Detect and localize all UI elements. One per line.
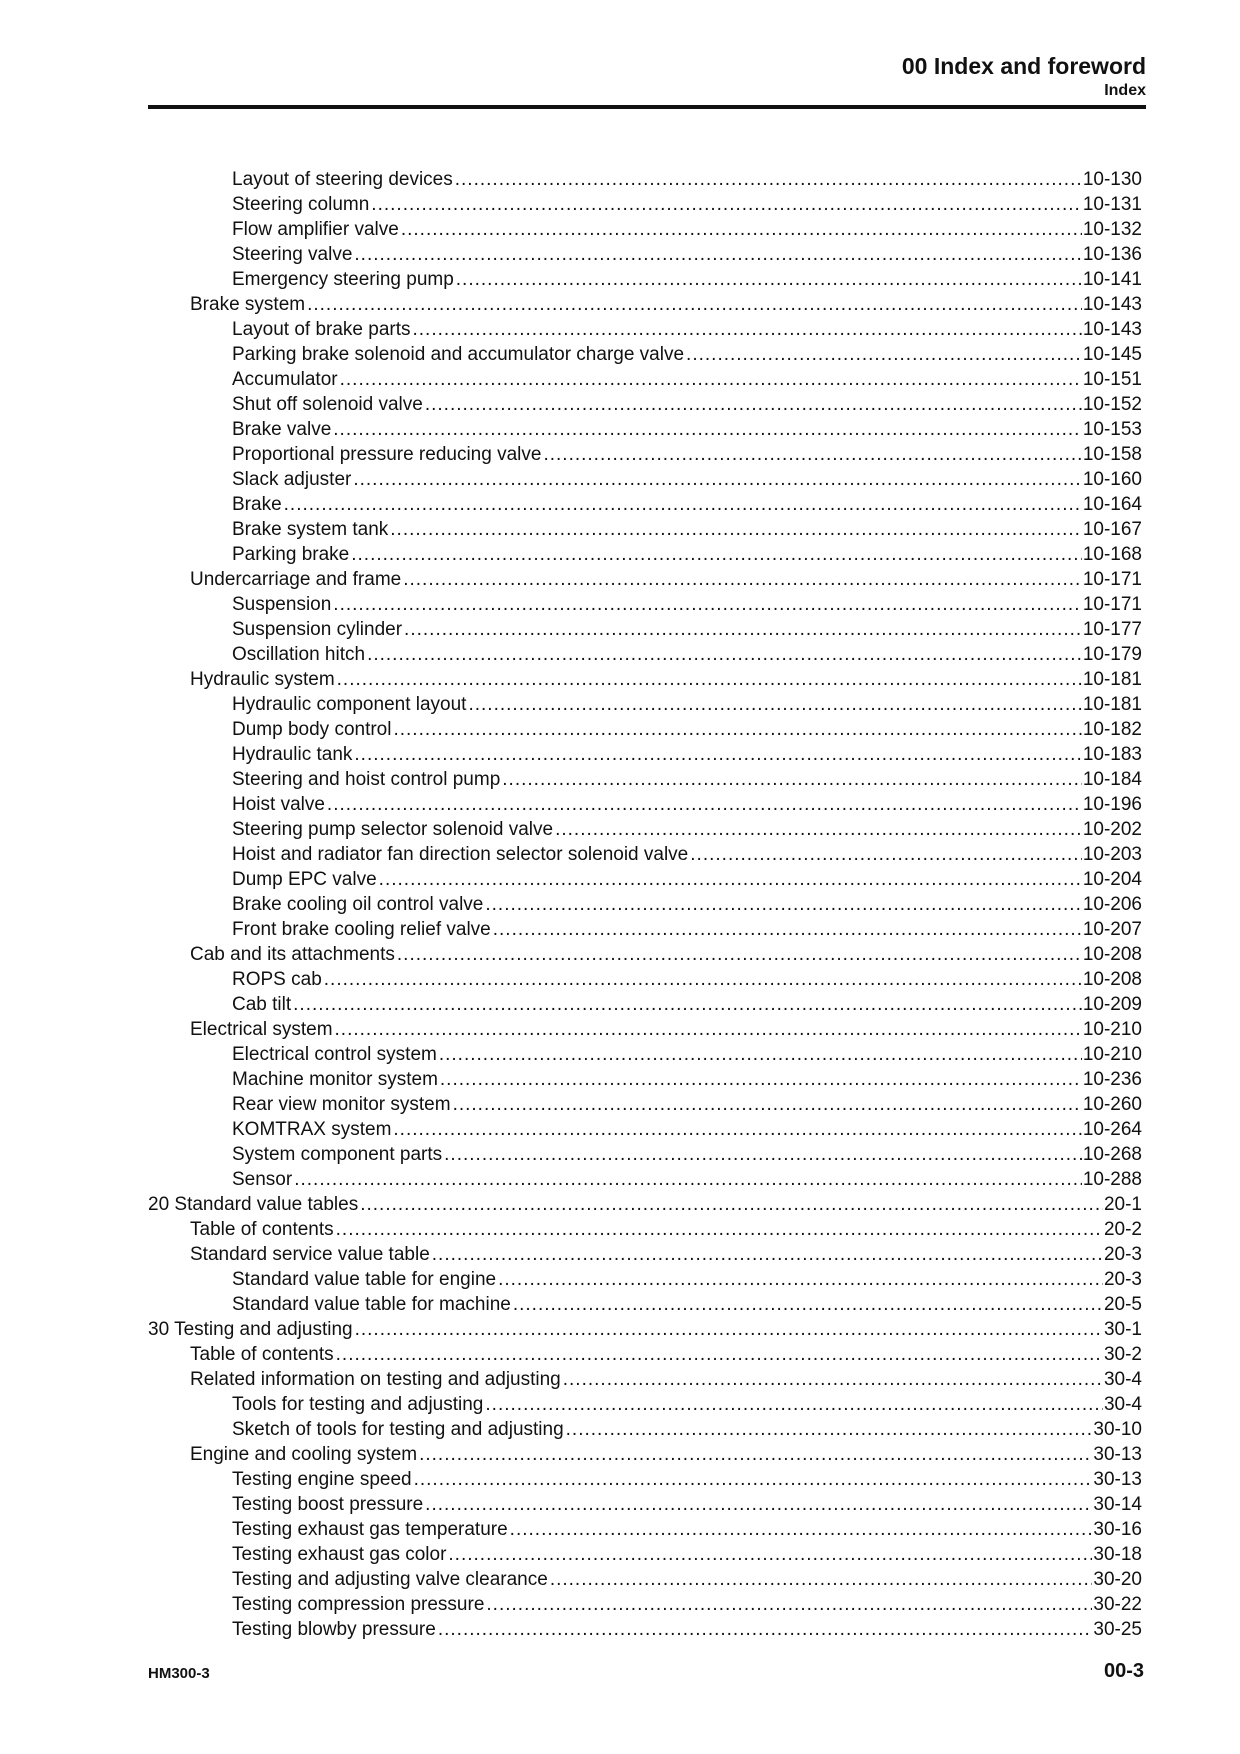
toc-entry-page: 10-132 (1082, 219, 1142, 240)
toc-dot-leader (393, 1117, 1081, 1142)
toc-dot-leader (425, 1492, 1092, 1517)
toc-dot-leader (393, 717, 1081, 742)
toc-entry-page: 10-143 (1082, 294, 1142, 315)
toc-entry-page: 10-268 (1082, 1144, 1142, 1165)
toc-entry[interactable] (148, 1142, 1142, 1167)
toc-entry[interactable] (148, 167, 1142, 192)
toc-dot-leader (566, 1417, 1093, 1442)
toc-entry-page: 10-151 (1082, 369, 1142, 390)
toc-dot-leader (354, 242, 1081, 267)
toc-entry-title: Front brake cooling relief valve (232, 919, 491, 940)
toc-dot-leader (468, 692, 1081, 717)
toc-entry-page: 10-208 (1082, 944, 1142, 965)
toc-entry[interactable] (148, 1292, 1142, 1317)
toc-entry[interactable] (148, 742, 1142, 767)
toc-entry-page: 30-2 (1103, 1344, 1142, 1365)
toc-entry-title: Testing boost pressure (232, 1494, 424, 1515)
toc-entry-title: 20 Standard value tables (148, 1194, 359, 1215)
toc-dot-leader (425, 392, 1082, 417)
toc-entry-title: Cab and its attachments (190, 944, 395, 965)
toc-entry-title: Table of contents (190, 1219, 334, 1240)
toc-dot-leader (448, 1542, 1092, 1567)
toc-entry-title: Engine and cooling system (190, 1444, 418, 1465)
toc-entry[interactable] (148, 392, 1142, 417)
toc-entry-title: Testing exhaust gas temperature (232, 1519, 508, 1540)
toc-entry[interactable] (148, 1192, 1142, 1217)
toc-entry-page: 10-131 (1082, 194, 1142, 215)
toc-entry[interactable] (148, 417, 1142, 442)
toc-entry-title: Steering and hoist control pump (232, 769, 501, 790)
toc-entry[interactable] (148, 642, 1142, 667)
toc-entry-title: Electrical system (190, 1019, 333, 1040)
toc-entry-title: Oscillation hitch (232, 644, 366, 665)
toc-dot-leader (360, 1192, 1103, 1217)
toc-entry-page: 20-2 (1103, 1219, 1142, 1240)
toc-dot-leader (353, 467, 1081, 492)
toc-entry[interactable] (148, 717, 1142, 742)
toc-entry[interactable] (148, 267, 1142, 292)
toc-entry[interactable] (148, 842, 1142, 867)
toc-entry-title: Cab tilt (232, 994, 292, 1015)
toc-entry-page: 10-143 (1082, 319, 1142, 340)
toc-dot-leader (419, 1442, 1092, 1467)
toc-entry-title: Hydraulic tank (232, 744, 353, 765)
toc-dot-leader (493, 917, 1082, 942)
toc-entry[interactable] (148, 692, 1142, 717)
toc-entry-title: Testing engine speed (232, 1469, 412, 1490)
toc-entry[interactable] (148, 1242, 1142, 1267)
toc-entry-title: Standard service value table (190, 1244, 430, 1265)
toc-dot-leader (355, 1317, 1103, 1342)
toc-entry-title: Proportional pressure reducing valve (232, 444, 542, 465)
toc-entry[interactable] (148, 1317, 1142, 1342)
toc-entry[interactable] (148, 1617, 1142, 1642)
toc-dot-leader (440, 1067, 1082, 1092)
toc-entry-page: 10-236 (1082, 1069, 1142, 1090)
toc-entry-title: Flow amplifier valve (232, 219, 399, 240)
toc-entry[interactable] (148, 492, 1142, 517)
toc-entry-title: Hydraulic component layout (232, 694, 467, 715)
toc-entry[interactable] (148, 817, 1142, 842)
toc-entry-page: 10-204 (1082, 869, 1142, 890)
toc-dot-leader (486, 1592, 1092, 1617)
toc-entry-title: Machine monitor system (232, 1069, 438, 1090)
toc-entry-title: Accumulator (232, 369, 338, 390)
footer-model: HM300-3 (148, 1665, 210, 1682)
toc-entry[interactable] (148, 592, 1142, 617)
toc-dot-leader (456, 267, 1082, 292)
table-of-contents (148, 167, 1142, 1642)
toc-entry-title: Testing compression pressure (232, 1594, 485, 1615)
toc-entry[interactable] (148, 1567, 1142, 1592)
toc-dot-leader (333, 417, 1082, 442)
toc-entry-page: 10-210 (1082, 1019, 1142, 1040)
toc-entry[interactable] (148, 792, 1142, 817)
toc-entry-title: Emergency steering pump (232, 269, 454, 290)
toc-entry-title: Brake (232, 494, 282, 515)
footer-page-number: 00-3 (1103, 1660, 1144, 1682)
toc-entry-title: Table of contents (190, 1344, 334, 1365)
toc-entry-page: 30-25 (1093, 1619, 1142, 1640)
toc-dot-leader (324, 967, 1082, 992)
toc-dot-leader (401, 217, 1082, 242)
toc-entry-page: 10-141 (1082, 269, 1142, 290)
toc-entry-page: 30-4 (1103, 1369, 1142, 1390)
toc-entry-page: 30-16 (1093, 1519, 1142, 1540)
toc-entry[interactable] (148, 1417, 1142, 1442)
toc-entry-page: 30-18 (1093, 1544, 1142, 1565)
toc-dot-leader (502, 767, 1082, 792)
toc-dot-leader (550, 1567, 1093, 1592)
toc-entry-title: KOMTRAX system (232, 1119, 392, 1140)
toc-entry[interactable] (148, 1442, 1142, 1467)
toc-entry-page: 10-153 (1082, 419, 1142, 440)
toc-entry-page: 10-208 (1082, 969, 1142, 990)
toc-entry-page: 10-264 (1082, 1119, 1142, 1140)
toc-dot-leader (367, 642, 1082, 667)
toc-entry[interactable] (148, 217, 1142, 242)
toc-entry-page: 10-171 (1082, 569, 1142, 590)
toc-entry-title: Standard value table for machine (232, 1294, 511, 1315)
toc-dot-leader (413, 317, 1082, 342)
toc-entry-title: Sketch of tools for testing and adjusting (232, 1419, 564, 1440)
toc-dot-leader (513, 1292, 1103, 1317)
toc-entry-page: 10-181 (1082, 669, 1142, 690)
toc-entry-page: 30-10 (1093, 1419, 1142, 1440)
toc-dot-leader (335, 1017, 1082, 1042)
toc-entry-title: Hydraulic system (190, 669, 335, 690)
toc-entry-page: 10-145 (1082, 344, 1142, 365)
toc-entry-page: 10-203 (1082, 844, 1142, 865)
toc-entry[interactable] (148, 517, 1142, 542)
toc-dot-leader (404, 617, 1082, 642)
toc-entry-title: Dump EPC valve (232, 869, 377, 890)
toc-entry[interactable] (148, 1467, 1142, 1492)
toc-entry-page: 10-171 (1082, 594, 1142, 615)
toc-entry[interactable] (148, 667, 1142, 692)
toc-entry[interactable] (148, 1267, 1142, 1292)
toc-entry-page: 10-167 (1082, 519, 1142, 540)
toc-entry[interactable] (148, 1067, 1142, 1092)
section-title: 00 Index and foreword (901, 53, 1146, 79)
toc-entry-title: Dump body control (232, 719, 392, 740)
toc-dot-leader (371, 192, 1082, 217)
toc-dot-leader (485, 1392, 1103, 1417)
toc-entry-title: Testing exhaust gas color (232, 1544, 447, 1565)
toc-entry-title: Parking brake (232, 544, 350, 565)
toc-dot-leader (337, 667, 1082, 692)
toc-entry-title: System component parts (232, 1144, 443, 1165)
toc-dot-leader (307, 292, 1082, 317)
toc-entry[interactable] (148, 1367, 1142, 1392)
toc-entry[interactable] (148, 1167, 1142, 1192)
toc-dot-leader (403, 567, 1082, 592)
toc-entry[interactable] (148, 1017, 1142, 1042)
toc-dot-leader (294, 1167, 1082, 1192)
toc-entry[interactable] (148, 1517, 1142, 1542)
toc-dot-leader (340, 367, 1082, 392)
toc-entry-page: 30-13 (1093, 1444, 1142, 1465)
toc-entry[interactable] (148, 942, 1142, 967)
toc-entry[interactable] (148, 1217, 1142, 1242)
toc-entry-title: Slack adjuster (232, 469, 352, 490)
toc-dot-leader (438, 1617, 1093, 1642)
toc-dot-leader (379, 867, 1082, 892)
toc-dot-leader (455, 167, 1082, 192)
toc-entry-title: Steering valve (232, 244, 353, 265)
toc-entry-title: Suspension cylinder (232, 619, 403, 640)
toc-entry[interactable] (148, 1092, 1142, 1117)
toc-entry-title: 30 Testing and adjusting (148, 1319, 353, 1340)
toc-entry-page: 30-13 (1093, 1469, 1142, 1490)
toc-entry[interactable] (148, 1592, 1142, 1617)
toc-entry[interactable] (148, 917, 1142, 942)
toc-dot-leader (327, 792, 1082, 817)
toc-entry[interactable] (148, 442, 1142, 467)
toc-dot-leader (284, 492, 1082, 517)
toc-entry-title: Electrical control system (232, 1044, 437, 1065)
toc-entry-title: Suspension (232, 594, 332, 615)
toc-entry-title: Brake cooling oil control valve (232, 894, 484, 915)
toc-entry-page: 10-260 (1082, 1094, 1142, 1115)
toc-entry-page: 10-207 (1082, 919, 1142, 940)
toc-entry-title: ROPS cab (232, 969, 322, 990)
toc-entry-title: Tools for testing and adjusting (232, 1394, 484, 1415)
toc-entry-page: 30-1 (1103, 1319, 1142, 1340)
toc-dot-leader (444, 1142, 1082, 1167)
toc-entry-title: Hoist valve (232, 794, 325, 815)
toc-entry-page: 10-182 (1082, 719, 1142, 740)
toc-dot-leader (351, 542, 1082, 567)
toc-entry-page: 20-5 (1103, 1294, 1142, 1315)
toc-entry[interactable] (148, 192, 1142, 217)
toc-entry[interactable] (148, 317, 1142, 342)
toc-dot-leader (453, 1092, 1082, 1117)
toc-entry-title: Sensor (232, 1169, 293, 1190)
toc-dot-leader (498, 1267, 1103, 1292)
toc-entry[interactable] (148, 867, 1142, 892)
toc-entry-title: Layout of brake parts (232, 319, 411, 340)
toc-entry[interactable] (148, 1492, 1142, 1517)
toc-entry[interactable] (148, 1042, 1142, 1067)
toc-entry-title: Brake valve (232, 419, 332, 440)
toc-entry-title: Testing and adjusting valve clearance (232, 1569, 548, 1590)
toc-entry-page: 10-206 (1082, 894, 1142, 915)
toc-entry[interactable] (148, 342, 1142, 367)
header-divider (148, 105, 1146, 109)
toc-dot-leader (543, 442, 1081, 467)
toc-entry-title: Rear view monitor system (232, 1094, 451, 1115)
toc-entry-page: 10-152 (1082, 394, 1142, 415)
toc-entry-page: 10-177 (1082, 619, 1142, 640)
toc-entry[interactable] (148, 1542, 1142, 1567)
toc-entry-title: Testing blowby pressure (232, 1619, 436, 1640)
toc-entry-title: Parking brake solenoid and accumulator charge valve (232, 344, 685, 365)
toc-entry-page: 30-22 (1093, 1594, 1142, 1615)
toc-dot-leader (354, 742, 1081, 767)
toc-entry-title: Steering column (232, 194, 370, 215)
toc-entry-page: 10-160 (1082, 469, 1142, 490)
toc-dot-leader (686, 342, 1082, 367)
toc-entry[interactable] (148, 892, 1142, 917)
toc-entry-page: 10-179 (1082, 644, 1142, 665)
toc-dot-leader (414, 1467, 1093, 1492)
toc-entry-title: Standard value table for engine (232, 1269, 497, 1290)
toc-entry[interactable] (148, 542, 1142, 567)
toc-dot-leader (397, 942, 1082, 967)
toc-entry-page: 30-4 (1103, 1394, 1142, 1415)
toc-entry[interactable] (148, 1117, 1142, 1142)
toc-dot-leader (432, 1242, 1103, 1267)
toc-dot-leader (485, 892, 1081, 917)
toc-entry-page: 10-196 (1082, 794, 1142, 815)
toc-dot-leader (563, 1367, 1103, 1392)
toc-entry-title: Shut off solenoid valve (232, 394, 423, 415)
toc-entry-page: 10-210 (1082, 1044, 1142, 1065)
toc-entry-page: 10-168 (1082, 544, 1142, 565)
toc-entry[interactable] (148, 992, 1142, 1017)
toc-entry[interactable] (148, 1342, 1142, 1367)
toc-dot-leader (336, 1342, 1103, 1367)
toc-entry-page: 20-3 (1103, 1269, 1142, 1290)
toc-dot-leader (690, 842, 1082, 867)
toc-entry-page: 10-136 (1082, 244, 1142, 265)
toc-entry-page: 20-3 (1103, 1244, 1142, 1265)
toc-entry[interactable] (148, 767, 1142, 792)
toc-entry-page: 10-202 (1082, 819, 1142, 840)
toc-dot-leader (390, 517, 1082, 542)
toc-entry-page: 10-158 (1082, 444, 1142, 465)
toc-entry[interactable] (148, 242, 1142, 267)
toc-entry-title: Hoist and radiator fan direction selector solenoid valve (232, 844, 689, 865)
toc-entry[interactable] (148, 967, 1142, 992)
toc-entry[interactable] (148, 467, 1142, 492)
toc-entry[interactable] (148, 567, 1142, 592)
toc-entry-page: 10-183 (1082, 744, 1142, 765)
toc-entry-page: 10-184 (1082, 769, 1142, 790)
toc-entry[interactable] (148, 367, 1142, 392)
toc-dot-leader (439, 1042, 1082, 1067)
page-header (148, 52, 1146, 101)
toc-entry-page: 10-181 (1082, 694, 1142, 715)
toc-entry-page: 10-164 (1082, 494, 1142, 515)
toc-entry-title: Steering pump selector solenoid valve (232, 819, 554, 840)
toc-entry[interactable] (148, 292, 1142, 317)
toc-dot-leader (336, 1217, 1103, 1242)
toc-entry[interactable] (148, 617, 1142, 642)
toc-entry-title: Undercarriage and frame (190, 569, 402, 590)
toc-entry-title: Related information on testing and adjusting (190, 1369, 561, 1390)
toc-entry-title: Layout of steering devices (232, 169, 453, 190)
toc-entry-page: 20-1 (1103, 1194, 1142, 1215)
toc-entry-title: Brake system tank (232, 519, 389, 540)
toc-dot-leader (333, 592, 1082, 617)
toc-dot-leader (510, 1517, 1093, 1542)
toc-entry-page: 30-14 (1093, 1494, 1142, 1515)
toc-entry-title: Brake system (190, 294, 306, 315)
toc-dot-leader (555, 817, 1082, 842)
section-subtitle: Index (1104, 82, 1146, 99)
toc-entry-page: 10-209 (1082, 994, 1142, 1015)
toc-dot-leader (293, 992, 1082, 1017)
toc-entry-page: 30-20 (1093, 1569, 1142, 1590)
toc-entry-page: 10-130 (1082, 169, 1142, 190)
toc-entry[interactable] (148, 1392, 1142, 1417)
toc-entry-page: 10-288 (1082, 1169, 1142, 1190)
